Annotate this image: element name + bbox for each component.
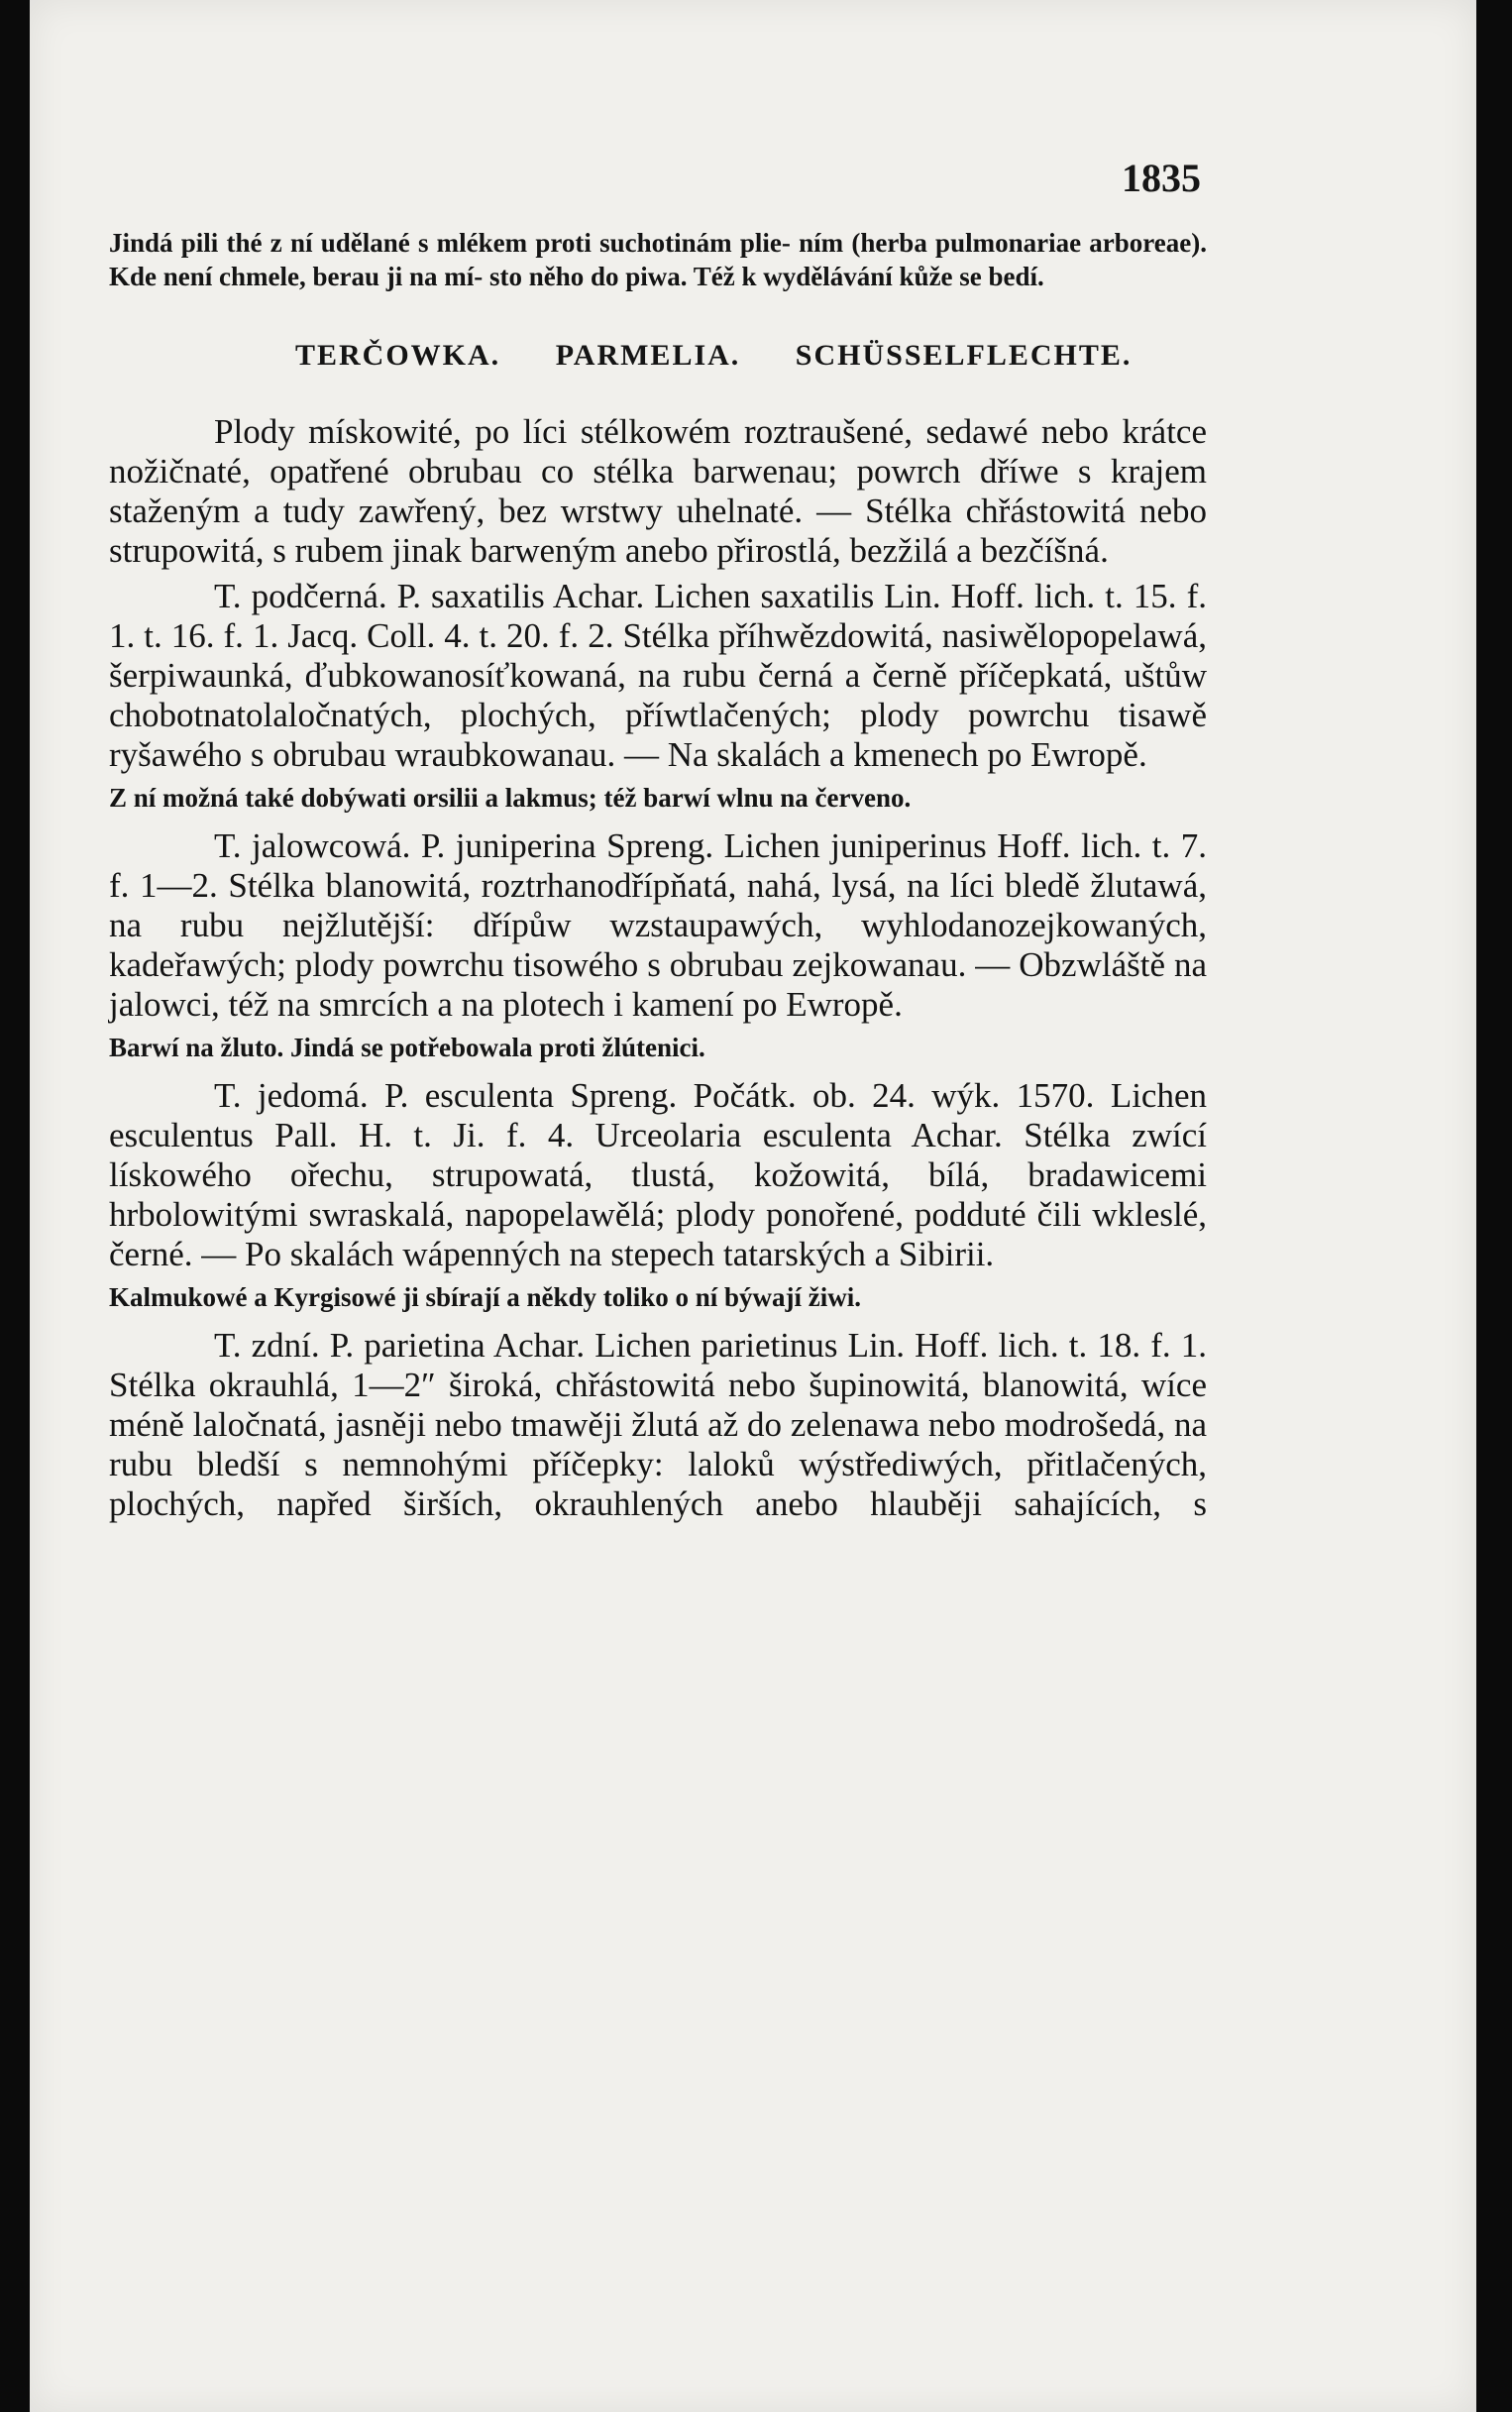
species-entry: T. podčerná. P. saxatilis Achar. Lichen saxatilis Lin. Hoff. lich. t. 15. f. 1. t. 16. f. 1. Jacq. Coll. 4. t. 20. f. 2. Stélka příhwězdowitá, nasiwělopopelawá, šerpiwaunká, ďubkowanosíťkowaná, na rubu černá a černě příčepkatá, uštůw chobotnatolaločnatých, plochých, příwtlačených; plody powrchu tisawě ryšawého s obrubau wraubkowanau. — Na skalách a kmenech po Ewropě. <box>109 577 1207 774</box>
species-entry: T. jedomá. P. esculenta Spreng. Počátk. ob. 24. wýk. 1570. Lichen esculentus Pall. H. t. Ji. f. 4. Urceolaria esculenta Achar. Stélka zwící lískowého ořechu, strupowatá, tlustá, kožowitá, bílá, bradawicemi hrbolowitými swraskalá, napopelawělá; plody ponořené, podduté čili wkleslé, černé. — Po skalách wápenných na stepech tatarských a Sibirii. <box>109 1076 1207 1273</box>
heading-german: SCHÜSSELFLECHTE. <box>795 339 1133 372</box>
species-entry: T. jalowcowá. P. juniperina Spreng. Lichen juniperinus Hoff. lich. t. 7. f. 1—2. Stélka blanowitá, roztrhanodřípňatá, nahá, lysá, na líci bledě žlutawá, na rubu nejžlutější: dřípůw wzstaupawých, wyhlodanozejkowaných, kadeřawých; plody powrchu tisowého s obrubau zejkowanau. — Obzwláště na jalowci, též na smrcích a na plotech i kamení po Ewropě. <box>109 826 1207 1024</box>
page-number: 1835 <box>1122 156 1201 200</box>
page-text <box>109 226 1207 1524</box>
species-note: Kalmukowé a Kyrgisowé ji sbírají a někdy toliko o ní býwají žiwi. <box>109 1282 862 1312</box>
species-note: Barwí na žluto. Jindá se potřebowala proti žlútenici. <box>109 1033 705 1062</box>
species-entry: T. zdní. P. parietina Achar. Lichen parietinus Lin. Hoff. lich. t. 18. f. 1. Stélka okrauhlá, 1—2″ široká, chřástowitá nebo šupinowitá, blanowitá, wíce méně laločnatá, jasněji nebo tmawěji žlutá až do zelenawa nebo modrošedá, na rubu bledší s nemnohými příčepky: laloků wýstřediwých, přitlačených, plochých, napřed širších, okrauhlených anebo hlauběji sahajících, s <box>109 1326 1207 1523</box>
genus-heading <box>295 339 1207 373</box>
species-note: Z ní možná také dobýwati orsilii a lakmus; též barwí wlnu na červeno. <box>109 783 912 813</box>
heading-latin: PARMELIA. <box>555 339 741 372</box>
genus-description: Plody mískowité, po líci stélkowém roztraušené, sedawé nebo krátce nožičnaté, opatřené obrubau co stélka barwenau; powrch dříwe s krajem staženým a tudy zawřený, bez wrstwy uhelnaté. — Stélka chřástowitá nebo strupowitá, s rubem jinak barweným anebo přirostlá, bezžilá a bezčíšná. <box>109 412 1207 570</box>
heading-czech: TERČOWKA. <box>295 339 501 372</box>
intro-note: Jindá pili thé z ní udělané s mlékem proti suchotinám plie- ním (herba pulmonariae arboreae). Kde není chmele, berau ji na mí- sto něho do piwa. Též k wydělávání kůže se bedí. <box>109 228 1207 291</box>
book-page <box>30 0 1476 2412</box>
